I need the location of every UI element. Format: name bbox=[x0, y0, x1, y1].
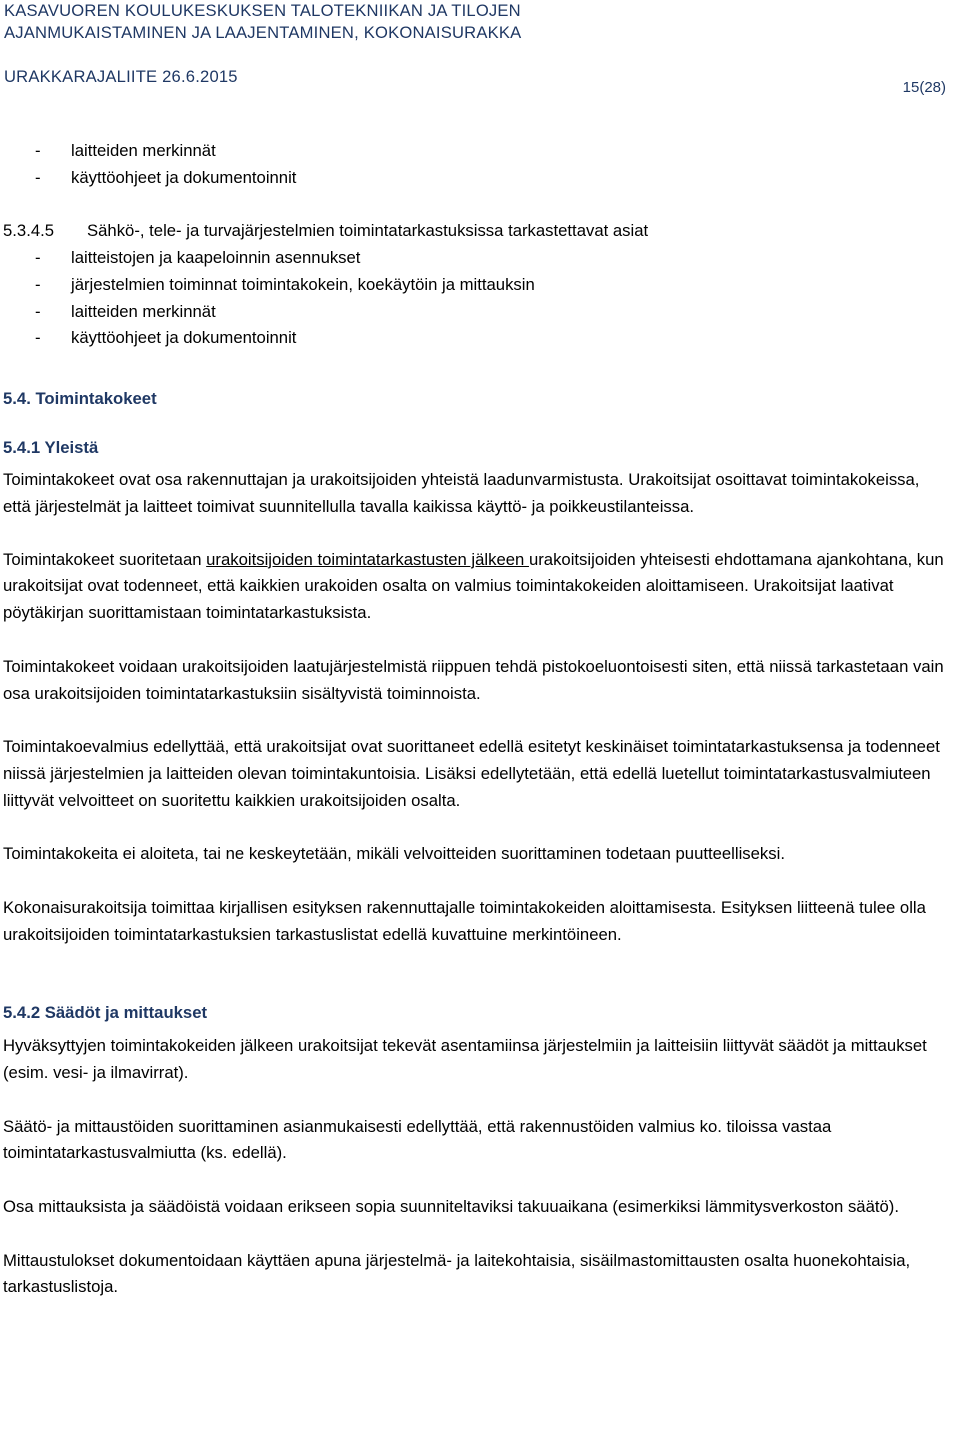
section-541-paragraph-1: Toimintakokeet ovat osa rakennuttajan ja urakoitsijoiden yhteistä laadunvarmistusta. Urakoitsijat osoittavat toimintakokeissa, että järjestelmät ja laitteet toimivat suunnitellulla tavalla kaikissa käyttö- ja poikkeustilanteissa. bbox=[3, 470, 920, 517]
list-item: - järjestelmien toiminnat toimintakokein, koekäytöin ja mittauksin bbox=[35, 274, 535, 294]
section-5345-heading bbox=[3, 218, 948, 245]
list-item: - käyttöohjeet ja dokumentoinnit bbox=[35, 167, 297, 187]
list-item: - laitteiden merkinnät bbox=[35, 301, 216, 321]
section-541-paragraph-4: Toimintakoevalmius edellyttää, että urakoitsijat ovat suorittaneet edellä esitetyt keskinäiset toimintatarkastuksensa ja todenneet niissä järjestelmien ja laitteiden olevan toimintakuntoisia. Lisäksi edellytetään, että edellä luetellut toimintatarkastusvalmiuteen liittyvät velvoitteet on suoritettu kaikkien urakoitsijoiden osalta. bbox=[3, 737, 940, 810]
header-title-line-2: AJANMUKAISTAMINEN JA LAAJENTAMINEN, KOKONAISURAKKA bbox=[4, 23, 522, 42]
header-title-line-1: KASAVUOREN KOULUKESKUKSEN TALOTEKNIIKAN JA TILOJEN bbox=[4, 1, 521, 20]
section-542-paragraph-4: Mittaustulokset dokumentoidaan käyttäen apuna järjestelmä- ja laitekohtaisia, sisäilmastomittausten osalta huonekohtaisia, tarkastuslistoja. bbox=[3, 1250, 911, 1297]
list-item: - laitteiden merkinnät bbox=[35, 141, 216, 160]
section-541-paragraph-2: Toimintakokeet suoritetaan urakoitsijoiden toimintatarkastusten jälkeen urakoitsijoiden yhteisesti ehdottamana ajankohtana, kun urakoitsijat ovat todenneet, että kaikkien urakoiden osalta on valmius toimintakokeiden aloittamiseen. Urakoitsijat laativat pöytäkirjan suorittamistaan toimintatarkastuksista. bbox=[3, 549, 944, 623]
section-542-paragraph-2: Säätö- ja mittaustöiden suorittaminen asianmukaisesti edellyttää, että rakennustöiden valmius ko. tiloissa vastaa toimintatarkastusvalmiutta (ks. edellä). bbox=[3, 1116, 832, 1163]
section-541-heading: 5.4.1 Yleistä bbox=[3, 437, 99, 457]
section-54-heading: 5.4. Toimintakokeet bbox=[3, 388, 157, 408]
section-542-paragraph-1: Hyväksyttyjen toimintakokeiden jälkeen urakoitsijat tekevät asentamiinsa järjestelmiin ja laitteisiin liittyvät säädöt ja mittaukset (esim. vesi- ja ilmavirrat). bbox=[3, 1036, 927, 1082]
section-541-paragraph-5: Toimintakokeita ei aloiteta, tai ne keskeytetään, mikäli velvoitteiden suorittaminen todetaan puutteelliseksi. bbox=[3, 844, 785, 864]
section-5345-list bbox=[3, 245, 948, 352]
section-542-heading: 5.4.2 Säädöt ja mittaukset bbox=[3, 1003, 208, 1023]
section-541-paragraph-3: Toimintakokeet voidaan urakoitsijoiden laatujärjestelmistä riippuen tehdä pistokoeluontoisesti siten, että niissä tarkastetaan vain osa urakoitsijoiden toimintatarkastuksiin sisältyvistä toiminnoista. bbox=[3, 656, 944, 703]
intro-list bbox=[3, 138, 948, 191]
header-appendix-line: URAKKARAJALIITE 26.6.2015 bbox=[4, 67, 238, 86]
list-item: - käyttöohjeet ja dokumentoinnit bbox=[35, 328, 297, 348]
list-item: - laitteistojen ja kaapeloinnin asennukset bbox=[35, 248, 361, 268]
page-header bbox=[4, 0, 954, 88]
page-number: 15(28) bbox=[902, 79, 946, 96]
section-number: 5.3.4.5 bbox=[3, 221, 55, 241]
document-body bbox=[3, 138, 948, 1301]
section-title: Sähkö-, tele- ja turvajärjestelmien toimintatarkastuksissa tarkastettavat asiat bbox=[87, 221, 649, 241]
section-541-paragraph-6: Kokonaisurakoitsija toimittaa kirjallisen esityksen rakennuttajalle toimintakokeiden aloittamisesta. Esityksen liitteenä tulee olla urakoitsijoiden toimintatarkastuksien tarkastuslistat edellä kuvattuine merkintöineen. bbox=[3, 898, 926, 944]
underlined-text: urakoitsijoiden toimintatarkastusten jälkeen bbox=[206, 549, 529, 569]
section-542-paragraph-3: Osa mittauksista ja säädöistä voidaan erikseen sopia suunniteltaviksi takuuaikana (esimerkiksi lämmitysverkoston säätö). bbox=[3, 1196, 899, 1216]
